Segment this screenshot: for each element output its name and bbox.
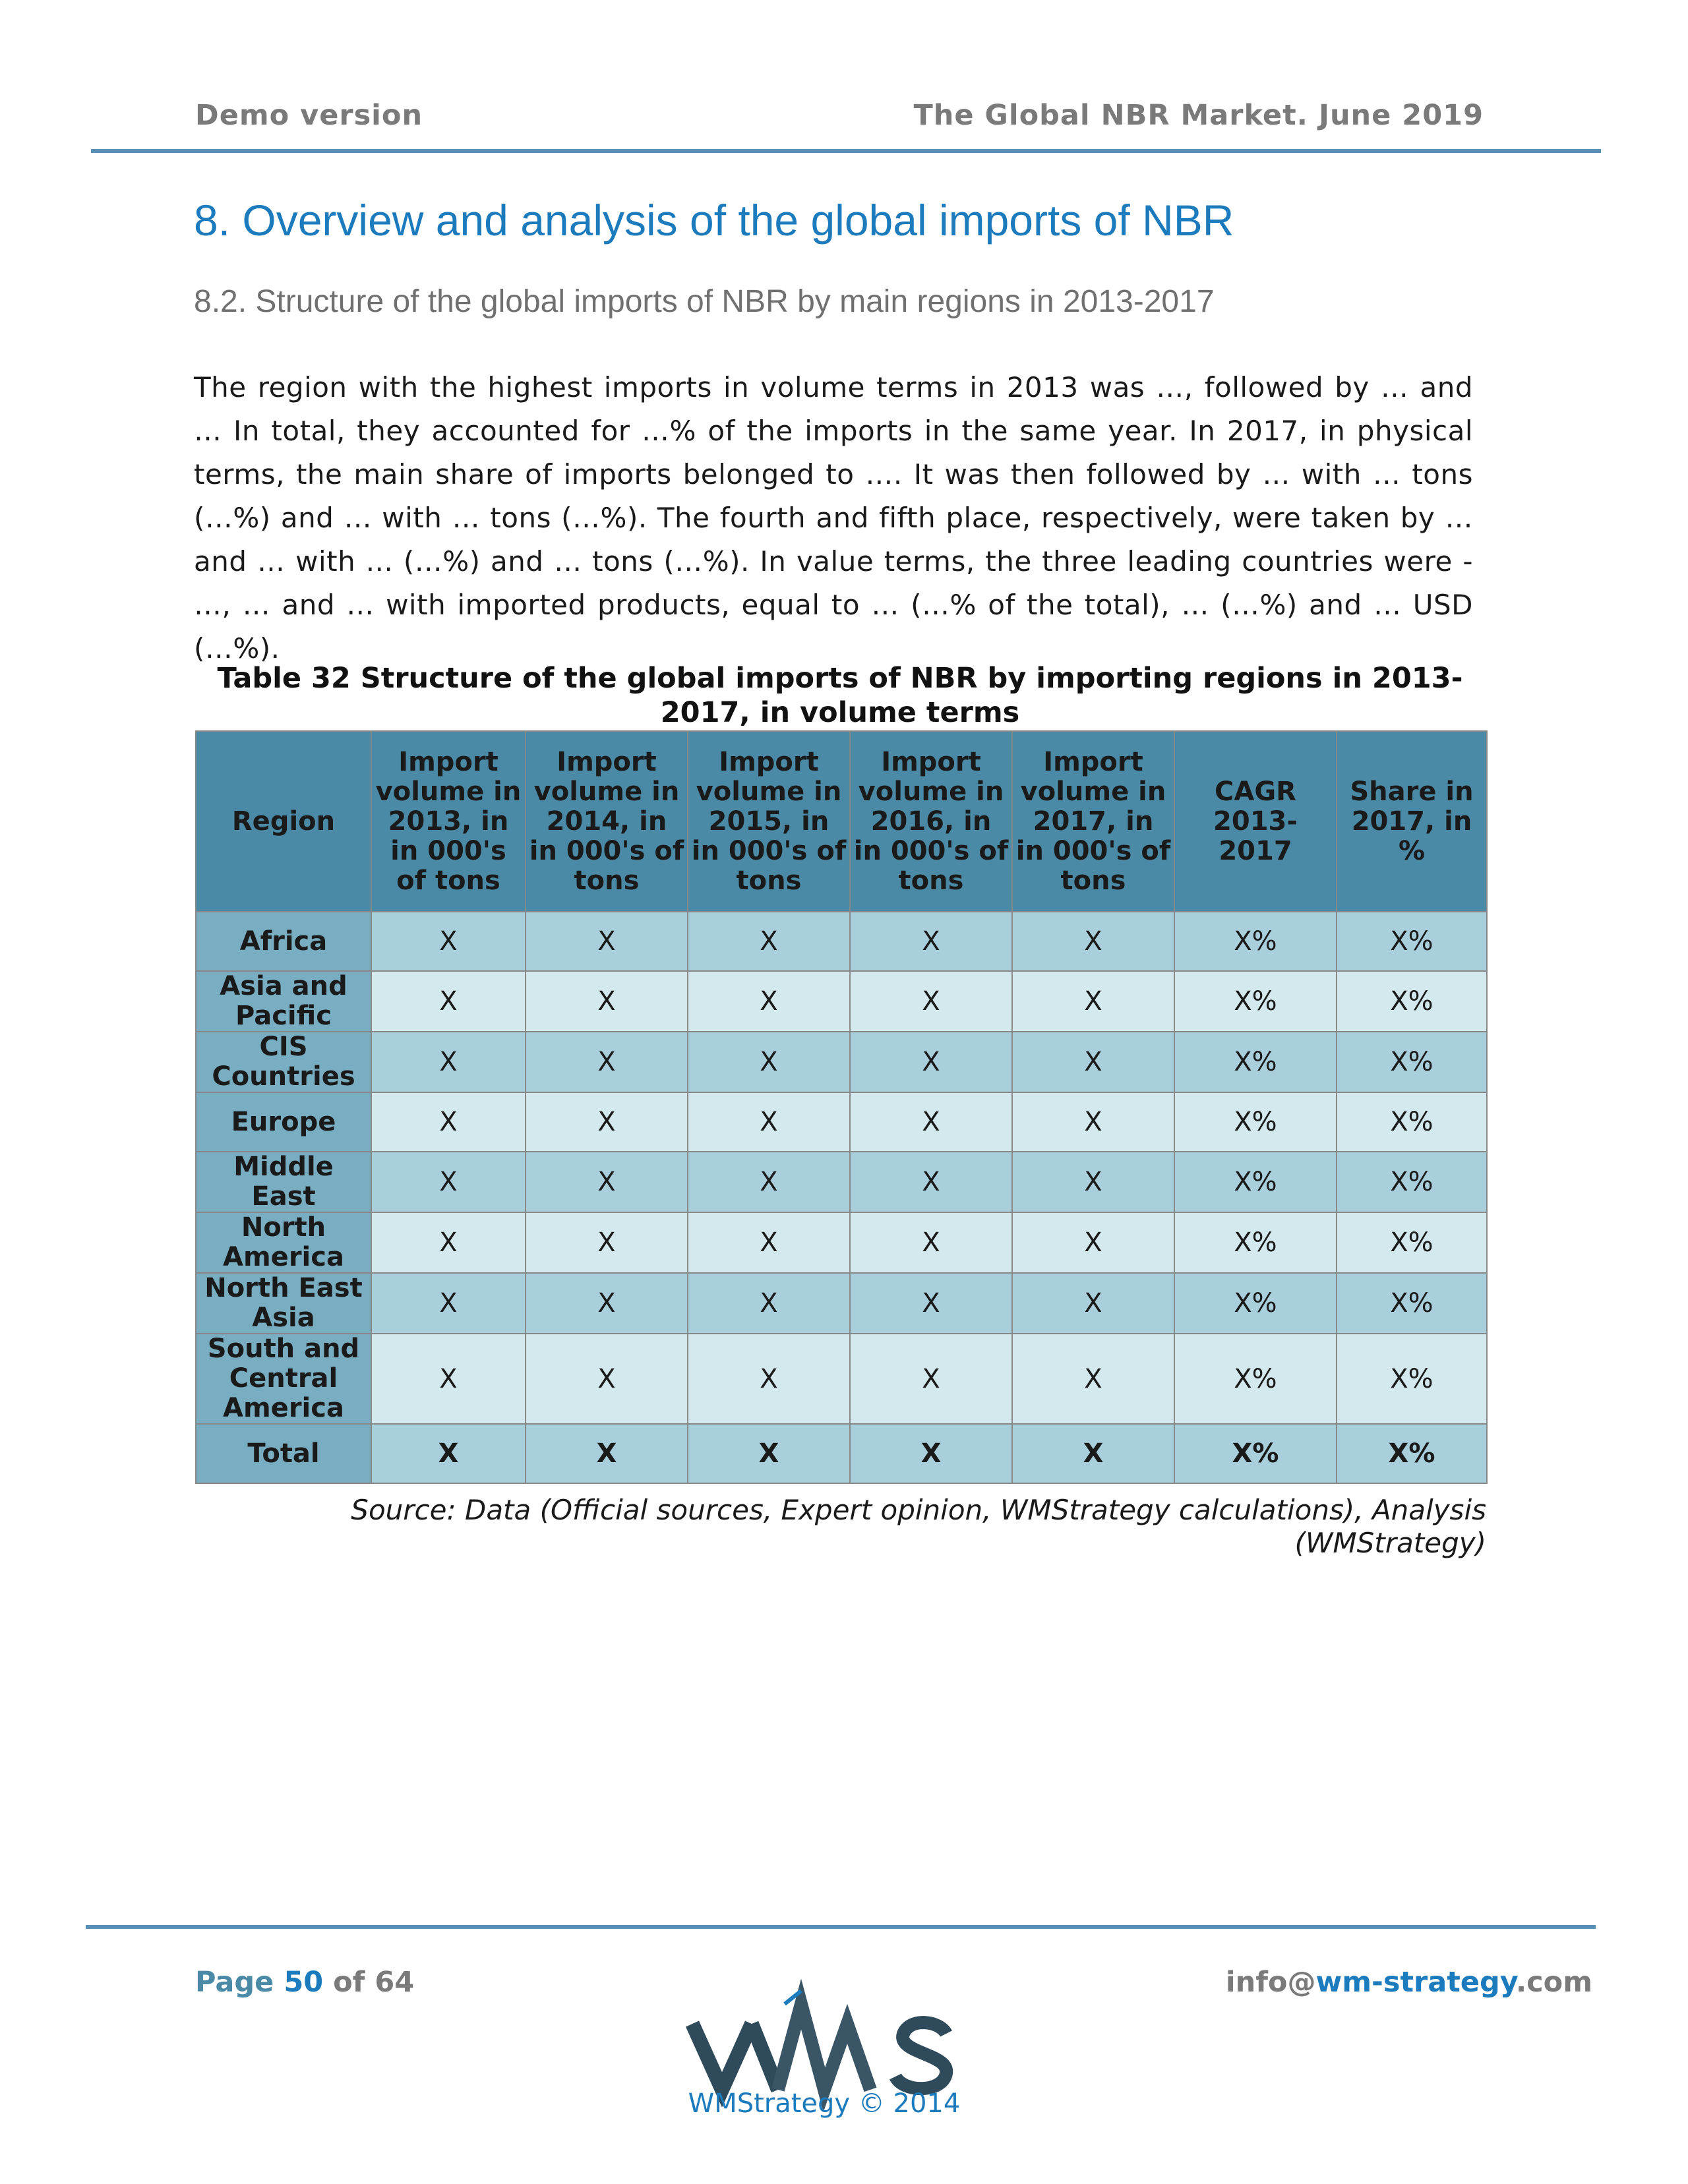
table-cell: X bbox=[688, 1212, 850, 1273]
table-cell: X bbox=[371, 1424, 526, 1483]
table-cell: X bbox=[526, 1273, 688, 1334]
footer-divider bbox=[86, 1925, 1596, 1929]
table-cell: X% bbox=[1337, 1334, 1487, 1424]
table-cell: X% bbox=[1337, 912, 1487, 971]
logo-copyright: WMStrategy © 2014 bbox=[688, 2088, 961, 2119]
table-cell: X bbox=[526, 1032, 688, 1092]
column-header: Import volume in 2017, in in 000's of tons bbox=[1012, 731, 1174, 912]
table-cell: X bbox=[850, 1092, 1012, 1152]
contact-email[interactable] bbox=[1226, 1966, 1592, 1999]
page-label: Page bbox=[195, 1966, 274, 1999]
table-cell: X bbox=[850, 1152, 1012, 1212]
page-current: 50 bbox=[284, 1966, 324, 1999]
column-header: Import volume in 2016, in in 000's of tons bbox=[850, 731, 1012, 912]
table-cell: X% bbox=[1174, 1212, 1337, 1273]
table-source: Source: Data (Official sources, Expert opinion, WMStrategy calculations), Analysis (WMStrategy) bbox=[351, 1494, 1486, 1559]
row-region-label: South and Central America bbox=[196, 1334, 371, 1424]
table-cell: X bbox=[1012, 1032, 1174, 1092]
table-cell: X bbox=[526, 912, 688, 971]
table-caption-line2: 2017, in volume terms bbox=[660, 696, 1020, 729]
table-cell: X bbox=[850, 912, 1012, 971]
table-cell: X% bbox=[1337, 1032, 1487, 1092]
table-cell: X% bbox=[1174, 1424, 1337, 1483]
column-header: Import volume in 2015, in in 000's of tons bbox=[688, 731, 850, 912]
row-region-label: Africa bbox=[196, 912, 371, 971]
table-row bbox=[196, 1424, 1487, 1483]
column-header: Share in 2017, in % bbox=[1337, 731, 1487, 912]
table-cell: X bbox=[1012, 1152, 1174, 1212]
table-cell: X bbox=[1012, 1212, 1174, 1273]
table-cell: X% bbox=[1337, 1273, 1487, 1334]
table-cell: X% bbox=[1174, 1032, 1337, 1092]
table-cell: X bbox=[1012, 1092, 1174, 1152]
table-cell: X bbox=[371, 1152, 526, 1212]
table-cell: X bbox=[1012, 1424, 1174, 1483]
table-cell: X bbox=[1012, 971, 1174, 1032]
row-region-label: Total bbox=[196, 1424, 371, 1483]
table-cell: X bbox=[371, 971, 526, 1032]
table-cell: X bbox=[688, 1092, 850, 1152]
section-title: 8. Overview and analysis of the global imports of NBR bbox=[194, 196, 1234, 245]
column-header: Import volume in 2013, in in 000's of tons bbox=[371, 731, 526, 912]
header-report-title: The Global NBR Market. June 2019 bbox=[913, 99, 1484, 132]
table-row bbox=[196, 1212, 1487, 1273]
table-cell: X bbox=[371, 1032, 526, 1092]
table-cell: X% bbox=[1174, 1334, 1337, 1424]
table-cell: X bbox=[526, 1152, 688, 1212]
table-cell: X bbox=[371, 912, 526, 971]
table-cell: X bbox=[526, 1424, 688, 1483]
table-cell: X bbox=[371, 1212, 526, 1273]
table-row bbox=[196, 1032, 1487, 1092]
table-cell: X bbox=[688, 1032, 850, 1092]
table-row bbox=[196, 1152, 1487, 1212]
email-tld: .com bbox=[1515, 1966, 1592, 1999]
table-row bbox=[196, 1092, 1487, 1152]
table-cell: X bbox=[371, 1273, 526, 1334]
table-cell: X bbox=[371, 1334, 526, 1424]
table-row bbox=[196, 971, 1487, 1032]
table-cell: X bbox=[1012, 1334, 1174, 1424]
table-cell: X% bbox=[1337, 971, 1487, 1032]
table-cell: X% bbox=[1337, 1152, 1487, 1212]
table-cell: X bbox=[850, 1424, 1012, 1483]
table-caption-line1: Table 32 Structure of the global imports of NBR by importing regions in 2013- bbox=[217, 662, 1463, 695]
table-cell: X bbox=[526, 1092, 688, 1152]
table-cell: X bbox=[850, 1212, 1012, 1273]
subsection-title: 8.2. Structure of the global imports of NBR by main regions in 2013-2017 bbox=[194, 284, 1215, 319]
table-cell: X bbox=[850, 1273, 1012, 1334]
table-cell: X bbox=[688, 1334, 850, 1424]
table-cell: X bbox=[850, 1032, 1012, 1092]
table-cell: X bbox=[526, 1334, 688, 1424]
table-cell: X% bbox=[1337, 1424, 1487, 1483]
table-cell: X bbox=[850, 1334, 1012, 1424]
column-header: Region bbox=[196, 731, 371, 912]
row-region-label: Asia and Pacific bbox=[196, 971, 371, 1032]
table-cell: X bbox=[688, 912, 850, 971]
column-header: Import volume in 2014, in in 000's of tons bbox=[526, 731, 688, 912]
email-domain: wm-strategy bbox=[1315, 1966, 1516, 1999]
body-paragraph: The region with the highest imports in volume terms in 2013 was …, followed by … and … In total, they accounted for …% of the imports in the same year. In 2017, in physical terms, the main share of imports belonged to …. It was then followed by … with … tons (…%) and … with … tons (…%). The fourth and fifth place, respectively, were taken by … and … with ... (…%) and … tons (…%). In value terms, the three leading countries were - …, … and … with imported products, equal to … (…% of the total), … (…%) and … USD (…%). bbox=[194, 371, 1473, 664]
email-user: info@ bbox=[1225, 1966, 1316, 1999]
table-cell: X bbox=[1012, 1273, 1174, 1334]
table-cell: X bbox=[688, 1152, 850, 1212]
table-cell: X bbox=[688, 1424, 850, 1483]
table-cell: X% bbox=[1174, 1152, 1337, 1212]
table-cell: X bbox=[688, 1273, 850, 1334]
table-cell: X bbox=[1012, 912, 1174, 971]
table-cell: X% bbox=[1174, 912, 1337, 971]
table-cell: X bbox=[850, 971, 1012, 1032]
table-cell: X% bbox=[1337, 1212, 1487, 1273]
table-cell: X bbox=[688, 971, 850, 1032]
row-region-label: Europe bbox=[196, 1092, 371, 1152]
page-total: of 64 bbox=[333, 1966, 415, 1999]
page-number bbox=[195, 1966, 414, 1999]
table-row bbox=[196, 1334, 1487, 1424]
table-caption bbox=[194, 661, 1486, 730]
table-cell: X bbox=[526, 971, 688, 1032]
row-region-label: Middle East bbox=[196, 1152, 371, 1212]
table-row bbox=[196, 1273, 1487, 1334]
row-region-label: North East Asia bbox=[196, 1273, 371, 1334]
table-cell: X bbox=[371, 1092, 526, 1152]
table-cell: X bbox=[526, 1212, 688, 1273]
table-cell: X% bbox=[1174, 1092, 1337, 1152]
table-cell: X% bbox=[1174, 1273, 1337, 1334]
row-region-label: CIS Countries bbox=[196, 1032, 371, 1092]
header-divider bbox=[91, 149, 1601, 153]
imports-table bbox=[195, 730, 1488, 1484]
header-demo-label: Demo version bbox=[195, 99, 423, 132]
table-cell: X% bbox=[1174, 971, 1337, 1032]
table-cell: X% bbox=[1337, 1092, 1487, 1152]
column-header: CAGR 2013-2017 bbox=[1174, 731, 1337, 912]
table-header-row bbox=[196, 731, 1487, 912]
row-region-label: North America bbox=[196, 1212, 371, 1273]
table-row bbox=[196, 912, 1487, 971]
